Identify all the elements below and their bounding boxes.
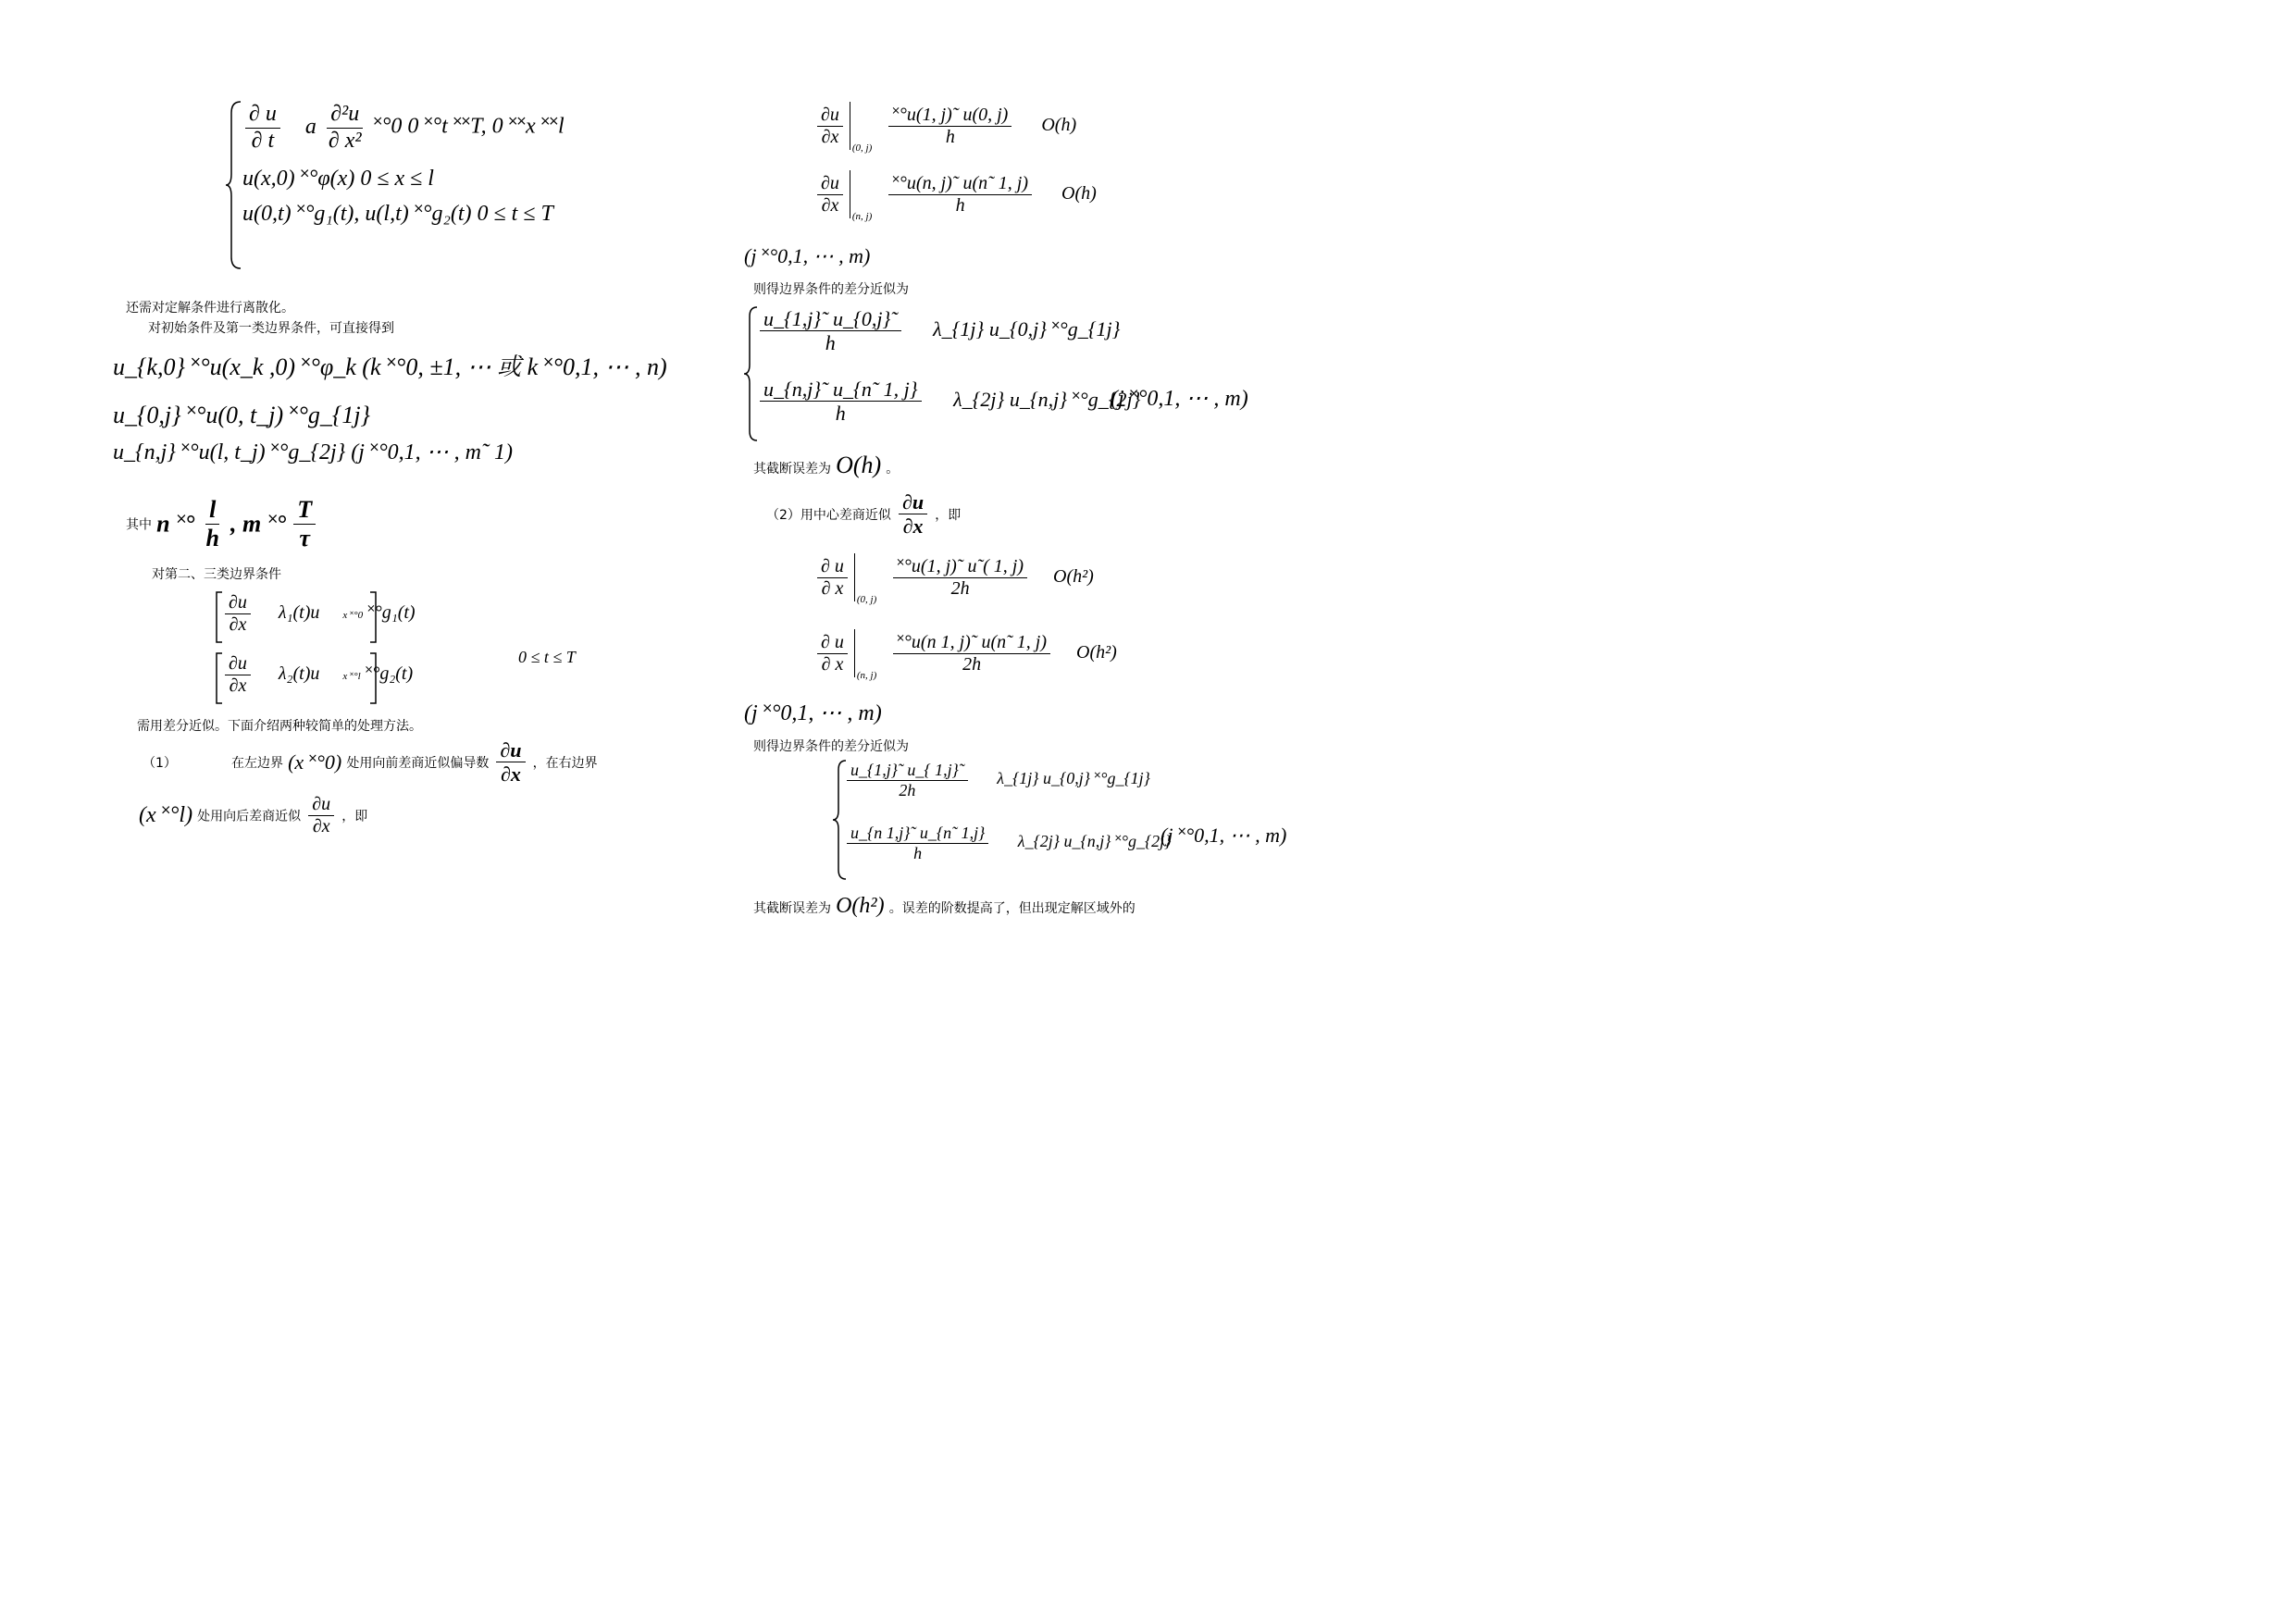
cd1-tail: O(h²) [1053,565,1094,587]
sys3-eq2-num: u_{n 1,j}˜ u_{n˜ 1,j} [847,824,988,844]
fd2-lhs-den: ∂x [821,194,839,216]
item1-text-d: 处用向后差商近似 [197,809,302,824]
cd1-den: 2h [950,577,970,599]
cd1-num: ˟°u(1, j)˜ u˜( 1, j) [893,556,1027,578]
eq1-tail: ˟°0 0 ˟°t ˟˟T, 0 ˟˟x ˟˟l [373,114,565,139]
cd1-sub: (0, j) [856,593,877,605]
where-n-den: h [205,524,219,551]
sys3-eq2-rhs: λ_{2j} u_{n,j} ˟°g_{2j} [1017,832,1172,851]
cd2-tail: O(h²) [1076,641,1117,663]
bc23-eq1-mid: λ₁(t)u [278,602,320,624]
item1-text-a: 在左边界 [231,755,284,771]
system2-range: (j ˟°0,1, ⋯ , m) [1111,387,1248,411]
central-diff-eq-1 [814,553,1094,605]
cd2-lhs-num: ∂ u [817,632,848,654]
where-n: n ˟° [156,510,195,538]
trunc2-text-a: 其截断误差为 [753,901,831,916]
eq1-rhs-den: ∂ x² [328,128,362,153]
bc23-eq2 [222,653,413,697]
trunc-error-2 [753,894,1136,919]
bc23-eq1-sub: x ˟°0 [342,610,364,622]
fd1-num: ˟°u(1, j)˜ u(0, j) [888,105,1011,127]
text-bc-approx-2: 则得边界条件的差分近似为 [753,739,909,754]
cd1-lhs-num: ∂ u [817,556,848,578]
item2-den: ∂x [902,514,924,539]
range-2: (j ˟°0,1, ⋯ , m) [744,701,882,725]
trunc1-math: O(h) [836,452,882,478]
where-m-den: τ [299,524,310,551]
fd1-den: h [945,126,955,147]
init-condition-eq: u_{k,0} ˟°u(x_k ,0) ˟°φ_k (k ˟°0, ±1, ⋯ 或 k ˟°0,1, ⋯ , n) [113,353,667,380]
item1-line2 [139,794,367,837]
eq1-rhs-num: ∂²u [327,102,363,129]
page [0,0,1443,1020]
bc23-eq2-den: ∂x [229,675,247,696]
bc23-eq1-den: ∂x [229,614,247,635]
system1-eq2: u(x,0) ˟°φ(x) 0 ≤ x ≤ l [242,167,434,191]
bc23-eq1 [222,592,416,636]
system3-eq2 [844,824,1171,862]
item1-math-b: (x ˟°l) [139,803,193,827]
bc23-eq2-num: ∂u [225,653,251,675]
where-m-num: T [293,496,316,525]
item1-text-c: ，在右边界 [532,755,598,771]
sys2-eq1-num: u_{1,j}˜ u_{0,j}˜ [760,307,901,331]
eq1-coeff: a [304,114,316,139]
cd2-sub: (n, j) [856,669,877,681]
forward-diff-eq [814,102,1076,154]
boundary-eq-1: u_{0,j} ˟°u(0, t_j) ˟°g_{1j} [113,402,370,428]
fd2-lhs-num: ∂u [817,173,843,195]
system3-eq1 [844,761,1150,799]
bc23-eq2-rhs: ˟°g₂(t) [365,663,414,685]
sys3-eq2-den: h [913,843,923,862]
eq1-lhs-den: ∂ t [251,128,275,153]
item2-line [766,490,961,539]
system1-eq3: u(0,t) ˟°g₁(t), u(l,t) ˟°g₂(t) 0 ≤ t ≤ T [242,202,553,226]
sys2-eq2-rhs: λ_{2j} u_{n,j} ˟°g_{2j} [953,387,1141,411]
item1-math-a: (x ˟°0) [288,750,342,774]
eq1-lhs-num: ∂ u [245,102,280,129]
sys2-eq2-num: u_{n,j}˜ u_{n˜ 1, j} [760,378,922,402]
central-diff-eq-2 [814,629,1117,681]
fd1-tail: O(h) [1041,114,1077,135]
sys3-eq1-rhs: λ_{1j} u_{0,j} ˟°g_{1j} [997,769,1150,788]
text-discretize: 还需对定解条件进行离散化。 [126,301,294,316]
system1-eq1 [242,102,565,154]
fd2-num: ˟°u(n, j)˜ u(n˜ 1, j) [888,173,1032,195]
bc23-eq2-sub: x ˟°l [342,671,361,683]
where-n-num: l [205,496,219,525]
text-second-third: 对第二、三类边界条件 [152,567,281,582]
fd1-lhs-num: ∂u [817,105,843,127]
item2-num: ∂u [899,490,927,514]
item1-frac2-num: ∂u [308,794,334,816]
fd2-den: h [955,194,965,216]
item1-line [143,738,598,787]
trunc-error-1 [753,452,899,479]
item2-text-a: （2）用中心差商近似 [766,507,891,523]
sys2-eq1-rhs: λ_{1j} u_{0,j} ˟°g_{1j} [933,316,1121,341]
system2-eq1 [757,307,1120,355]
trunc1-text-a: 其截断误差为 [753,462,831,477]
fd1-sub: (0, j) [851,142,873,154]
text-bc-approx-1: 则得边界条件的差分近似为 [753,282,909,297]
system2-eq2 [757,378,1140,426]
item1-number: （1） [143,755,177,771]
cd1-lhs-den: ∂ x [821,577,844,599]
bc23-range: 0 ≤ t ≤ T [518,648,576,666]
sys3-eq1-den: 2h [899,780,916,799]
cd2-lhs-den: ∂ x [821,653,844,675]
where-label: 其中 [126,517,152,533]
trunc2-text-b: 。误差的阶数提高了，但出现定解区域外的 [888,901,1136,916]
item1-frac-den: ∂x [501,762,521,787]
item1-frac-num: ∂u [496,738,525,762]
cd2-den: 2h [962,653,982,675]
trunc2-math: O(h²) [836,894,885,918]
bc23-eq1-num: ∂u [225,592,251,614]
fd2-tail: O(h) [1061,182,1097,204]
item1-text-e: ，即 [341,809,368,824]
bc23-eq2-mid: λ₂(t)u [278,663,320,685]
fd1-lhs-den: ∂x [821,126,839,147]
where-m: , m ˟° [230,510,287,538]
where-line [126,496,318,552]
trunc1-text-b: 。 [886,462,900,477]
system1-brace [226,100,244,271]
bc23-eq1-rhs: ˟°g₁(t) [367,602,416,624]
cd2-num: ˟°u(n 1, j)˜ u(n˜ 1, j) [893,632,1050,654]
sys2-eq2-den: h [835,402,846,426]
item1-text-b: 处用向前差商近似偏导数 [346,755,490,771]
system3-range: (j ˟°0,1, ⋯ , m) [1160,824,1287,847]
item2-text-b: ，即 [935,507,962,523]
fd2-sub: (n, j) [851,210,873,222]
boundary-eq-2: u_{n,j} ˟°u(l, t_j) ˟°g_{2j} (j ˟°0,1, ⋯ , m˜ 1) [113,440,513,465]
range-1: (j ˟°0,1, ⋯ , m) [744,244,871,267]
sys2-eq1-den: h [825,331,836,355]
text-first-kind: 对初始条件及第一类边界条件，可直接得到 [148,321,394,336]
backward-diff-eq [814,170,1097,222]
text-need-approx: 需用差分近似。下面介绍两种较简单的处理方法。 [137,719,422,734]
item1-frac2-den: ∂x [312,816,330,836]
sys3-eq1-num: u_{1,j}˜ u_{ 1,j}˜ [847,761,968,781]
